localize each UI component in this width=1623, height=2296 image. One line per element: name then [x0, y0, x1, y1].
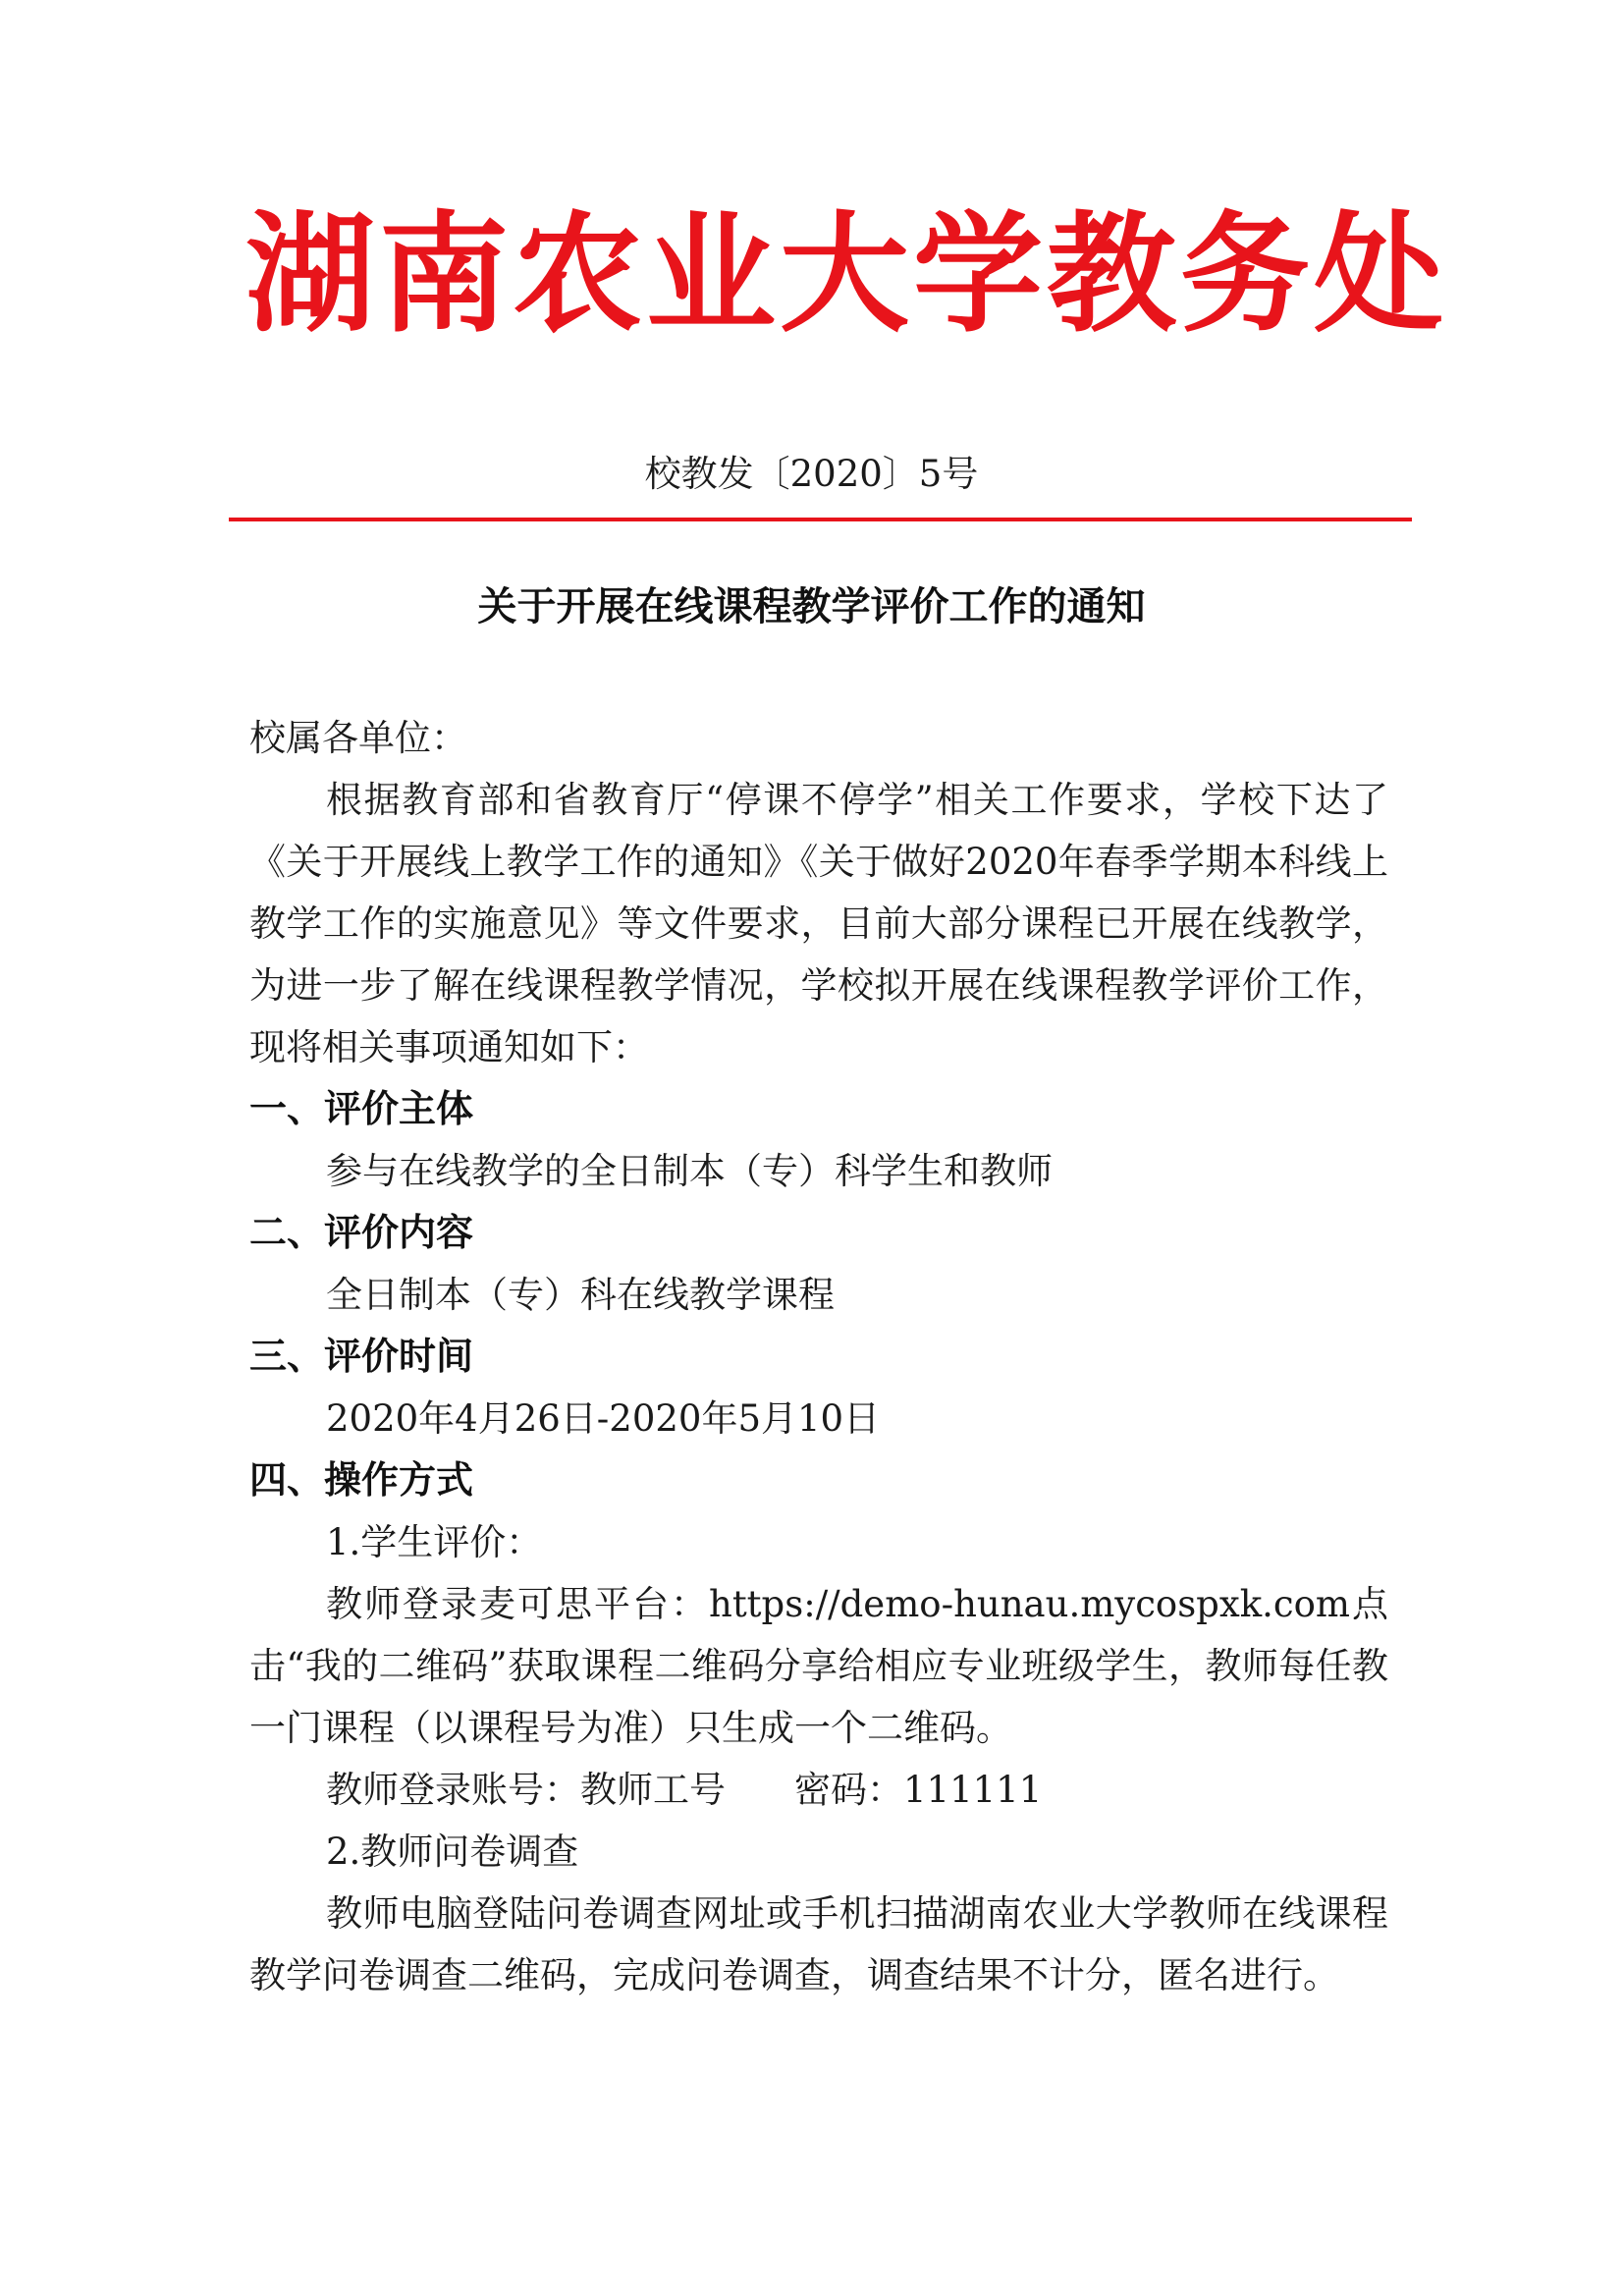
- salutation: 校属各单位：: [249, 717, 467, 759]
- section-heading: 一、评价主体: [249, 1087, 474, 1130]
- document-number: 校教发〔2020〕5号: [644, 453, 979, 495]
- operation-item-2-label: 2.教师问卷调查: [326, 1831, 579, 1873]
- red-divider-rule: [229, 518, 1412, 521]
- login-credentials: [249, 1759, 1388, 1821]
- operation-item-1-label: 1.学生评价：: [326, 1521, 543, 1563]
- account-label: 教师登录账号：教师工号: [326, 1769, 726, 1811]
- masthead-title: 湖南农业大学教务处: [245, 199, 1447, 351]
- section-body: 2020年4月26日-2020年5月10日: [326, 1397, 881, 1440]
- intro-paragraph: 根据教育部和省教育厅“停课不停学”相关工作要求，学校下达了《关于开展线上教学工作的通知》《关于做好2020年春季学期本科线上教学工作的实施意见》等文件要求，目前大部分课程已开展在线教学，为进一步了解在线课程教学情况，学校拟开展在线课程教学评价工作，现将相关事项通知如下：: [249, 779, 1388, 1068]
- section-body: 全日制本（专）科在线教学课程: [326, 1274, 835, 1316]
- operation-item-2-text: 教师电脑登陆问卷调查网址或手机扫描湖南农业大学教师在线课程教学问卷调查二维码，完成问卷调查，调查结果不计分，匿名进行。: [249, 1892, 1388, 1996]
- section-heading: 四、操作方式: [249, 1458, 474, 1502]
- password-label: 密码：111111: [794, 1769, 1043, 1811]
- document-body: [249, 707, 1388, 2006]
- section-body: 参与在线教学的全日制本（专）科学生和教师: [326, 1150, 1053, 1192]
- section-heading: 三、评价时间: [249, 1335, 474, 1378]
- operation-item-1-text: 教师登录麦可思平台：https://demo-hunau.mycospxk.com点击“我的二维码”获取课程二维码分享给相应专业班级学生，教师每任教一门课程（以课程号为准）只生成一个二维码。: [249, 1583, 1388, 1749]
- section-heading: 二、评价内容: [249, 1211, 474, 1254]
- document-title: 关于开展在线课程教学评价工作的通知: [477, 584, 1146, 629]
